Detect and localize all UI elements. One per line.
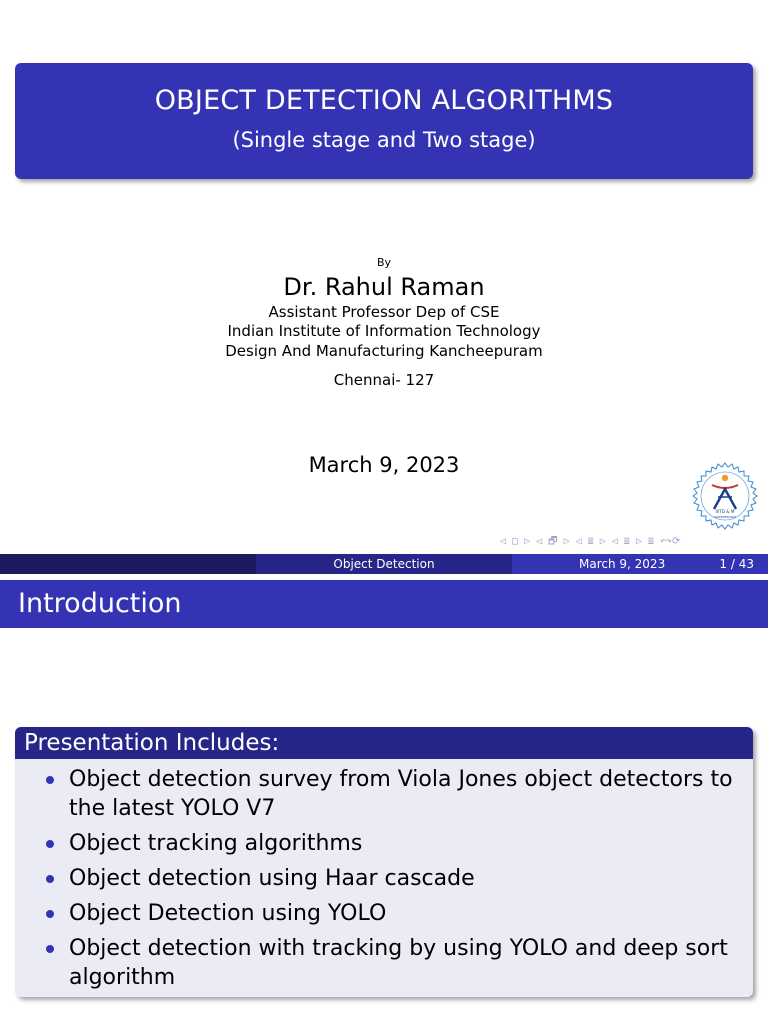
bullet-icon — [46, 945, 54, 953]
list-item — [15, 829, 753, 858]
list-item-text: Object tracking algorithms — [69, 831, 363, 856]
affiliation-line: Design And Manufacturing Kancheepuram — [225, 342, 543, 360]
bullet-icon — [46, 910, 54, 918]
list-item — [15, 899, 753, 928]
list-item — [15, 934, 753, 992]
list-item-text: Object detection survey from Viola Jones object detectors to the latest YOLO V7 — [69, 767, 733, 821]
list-item-text: Object detection using Haar cascade — [69, 866, 475, 891]
footer-left — [0, 554, 256, 574]
footer-right — [512, 554, 768, 574]
bullet-icon — [46, 875, 54, 883]
bullet-list — [15, 765, 753, 992]
introduction-slide — [0, 574, 768, 1024]
frame-title-bar — [0, 580, 768, 628]
list-item-text: Object detection with tracking by using YOLO and deep sort algorithm — [69, 936, 728, 990]
frame-title: Introduction — [18, 588, 182, 619]
slide-footer — [0, 554, 768, 574]
presentation-date: March 9, 2023 — [308, 453, 460, 477]
list-item-text: Object Detection using YOLO — [69, 901, 387, 926]
logo-subtext: KANCHEEPURAM — [714, 516, 736, 519]
affiliation-line: Indian Institute of Information Technology — [227, 322, 541, 340]
block-title: Presentation Includes: — [15, 727, 753, 759]
by-label: By — [376, 256, 392, 269]
beamer-navigation-symbols[interactable]: ◁ □ ▷ ◁ 🗗 ▷ ◁ ≣ ▷ ◁ ≣ ▷ ≣ ↶↷⟳ — [500, 536, 681, 547]
content-block — [15, 727, 753, 997]
bullet-icon — [46, 776, 54, 784]
bullet-icon — [46, 840, 54, 848]
list-item — [15, 765, 753, 823]
logo-text: IIITD & M — [715, 509, 735, 514]
author-name: Dr. Rahul Raman — [283, 273, 485, 301]
affiliation-line: Assistant Professor Dep of CSE — [268, 303, 500, 321]
footer-page-number: 1 / 43 — [719, 557, 754, 571]
presentation-title: OBJECT DETECTION ALGORITHMS — [154, 85, 614, 116]
list-item — [15, 864, 753, 893]
title-box — [15, 63, 753, 179]
institute-logo — [690, 461, 760, 531]
footer-date: March 9, 2023 — [579, 557, 666, 571]
presentation-subtitle: (Single stage and Two stage) — [232, 128, 536, 152]
footer-title: Object Detection — [256, 554, 512, 574]
city-label: Chennai- 127 — [333, 371, 435, 389]
